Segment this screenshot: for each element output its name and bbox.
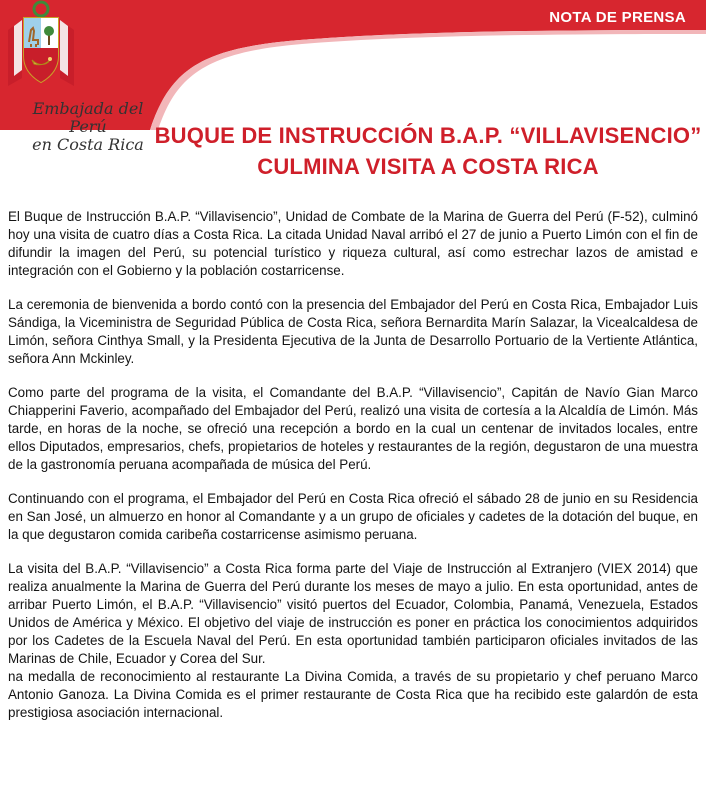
peru-coat-of-arms-icon [0, 0, 82, 92]
paragraph-1: El Buque de Instrucción B.A.P. “Villavisencio”, Unidad de Combate de la Marina de Guerra del Perú (F-52), culminó hoy una visita de cuatro días a Costa Rica. La citada Unidad Naval arribó el 27 de junio a Puerto Limón con el fin de difundir la imagen del Perú, su potencial turístico y riqueza cultural, así como estrechar lazos de amistad e integración con el Gobierno y la población costarricense. [8, 209, 698, 278]
paragraph-2: La ceremonia de bienvenida a bordo contó con la presencia del Embajador del Perú en Costa Rica, Embajador Luis Sándiga, la Viceministra de Seguridad Pública de Costa Rica, señora Bernardita Marín Salazar, la Vicealcaldesa de Limón, señora Cinthya Small, y la Presidenta Ejecutiva de la Junta de Desarrollo Portuario de la Vertiente Atlántica, señora Ann Mckinley. [8, 297, 698, 366]
title-line-2: CULMINA VISITA A COSTA RICA [257, 154, 599, 179]
paragraph-4: Continuando con el programa, el Embajador del Perú en Costa Rica ofreció el sábado 28 de junio en su Residencia en San José, un almuerzo en honor al Comandante y a un grupo de oficiales y cadetes de la dotación del buque, en la que degustaron comida caribeña costarricense asimismo peruana. [8, 491, 698, 542]
embassy-line-1: Embajada del Perú [32, 99, 144, 136]
article-body [8, 208, 698, 738]
page-title [150, 120, 706, 182]
paragraph-6: na medalla de reconocimiento al restaurante La Divina Comida, a través de su propietario y chef peruano Marco Antonio Ganoza. La Divina Comida es el primer restaurante de Costa Rica que ha recibido este galardón de esta prestigiosa asociación internacional. [8, 669, 698, 720]
embassy-line-2: en Costa Rica [32, 135, 144, 154]
embassy-signature [18, 100, 158, 154]
paragraph-3: Como parte del programa de la visita, el Comandante del B.A.P. “Villavisencio”, Capitán de Navío Gian Marco Chiapperini Faverio, acompañado del Embajador del Perú, realizó una visita de cortesía a la Alcaldía de Limón. Más tarde, en horas de la noche, se ofreció una recepción a bordo en la cual un centenar de invitados locales, entre ellos Diputados, empresarios, chefs, propietarios de hoteles y restaurantes de la región, degustaron de una muestra de la gastronomía peruana acompañada de música del Perú. [8, 385, 698, 472]
paragraph-5: La visita del B.A.P. “Villavisencio” a Costa Rica forma parte del Viaje de Instrucción al Extranjero (VIEX 2014) que realiza anualmente la Marina de Guerra del Perú durante los meses de mayo a julio. En esta oportunidad, antes de arribar Puerto Limón, el B.A.P. “Villavisencio” visitó puertos del Ecuador, Colombia, Panamá, Venezuela, Estados Unidos de América y México. El objetivo del viaje de instrucción es poner en práctica los conocimientos adquiridos por los Cadetes de la Escuela Naval del Perú. En esta oportunidad también participaron oficiales invitados de las Marinas de Chile, Ecuador y Corea del Sur. [8, 561, 698, 666]
press-release-label: NOTA DE PRENSA [549, 9, 686, 26]
title-line-1: BUQUE DE INSTRUCCIÓN B.A.P. “VILLAVISENCIO” [154, 123, 702, 148]
